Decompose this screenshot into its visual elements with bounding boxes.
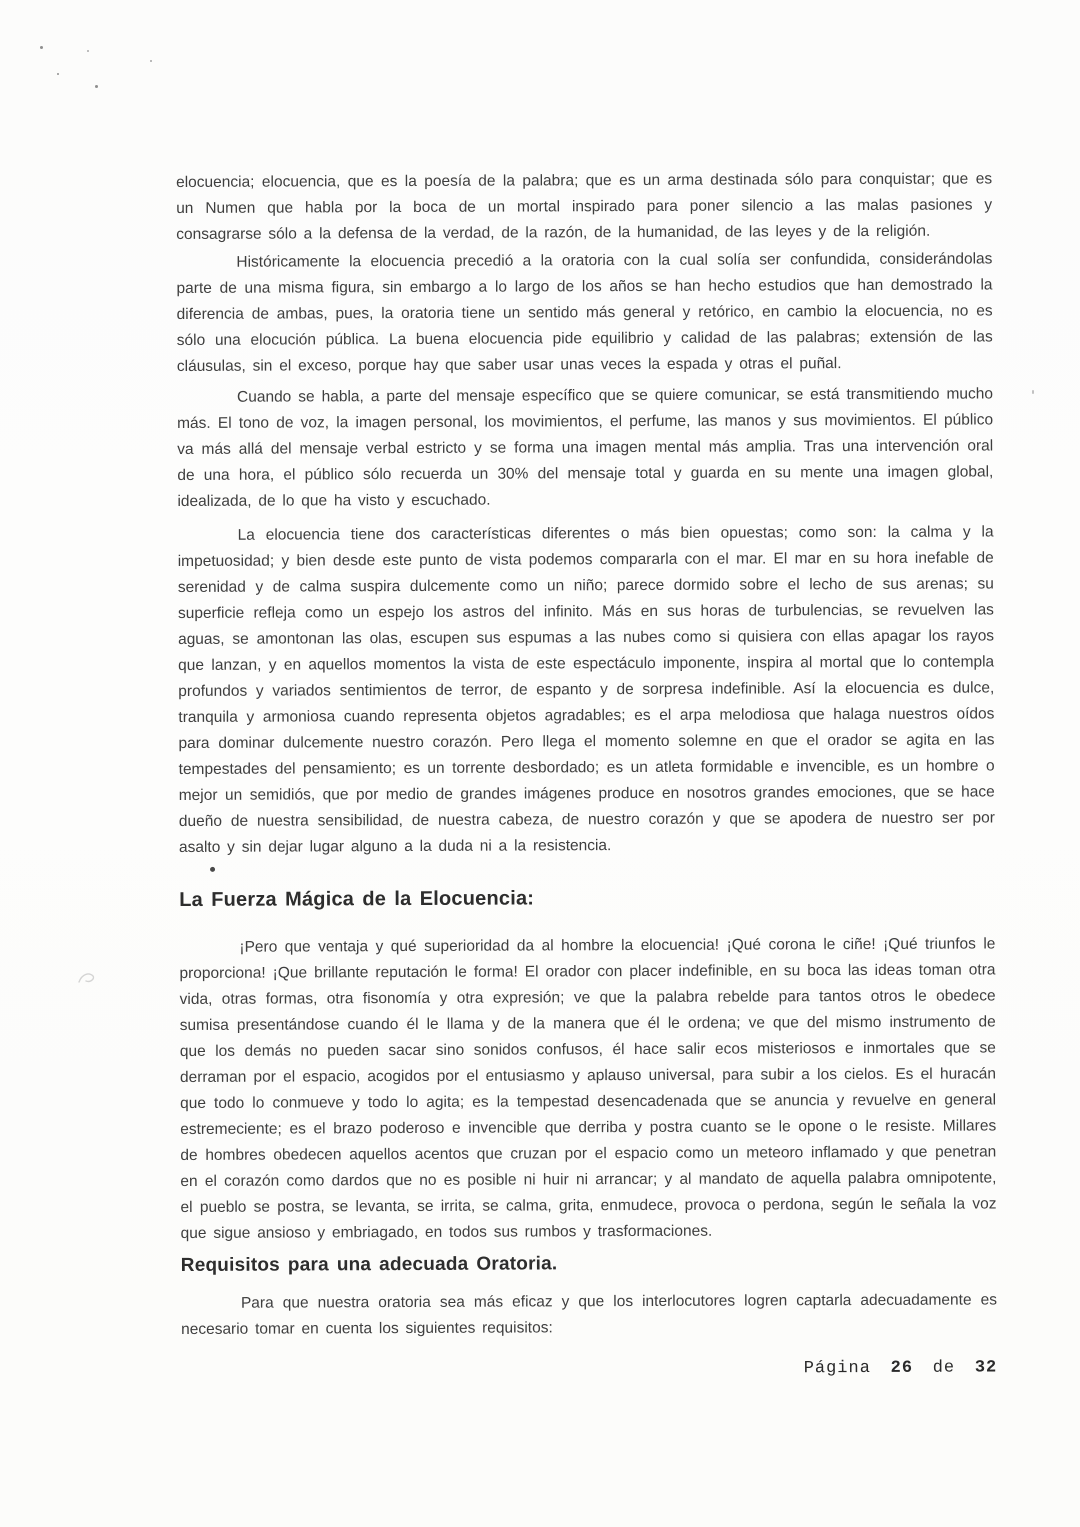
scan-speckle <box>150 60 152 62</box>
paragraph-mensaje-comunicacion: Cuando se habla, a parte del mensaje específico que se quiere comunicar, se está transmitiendo mucho más. El tono de voz, la imagen personal, los movimientos, el perfume, las manos y sus movimientos. El público va más allá del mensaje verbal estricto y se forma una imagen mental más amplia. Tras una intervención oral de una hora, el público sólo recuerda un 30% del mensaje total y guarda en su mente una imagen global, idealizada, de lo que ha visto y escuchado. <box>177 385 994 510</box>
paragraph-fuerza-magica: ¡Pero que ventaja y qué superioridad da al hombre la elocuencia! ¡Qué corona le ciñe! ¡Qué triunfos le proporciona! ¡Que brillante reputación le forma! El orador con placer indefinible, en su boca las ideas toman otra vida, otras formas, otra fisonomía y otra expresión; ve que la palabra rebelde para tantos otros le obedece sumisa presentándose cuando él le llama y de la manera que él le ordena; ve que del mismo instrumento de que los demás no pueden sacar sino sonidos confusos, él hace salir ecos misteriosos e inmortales que se derraman por el espacio, acogidos por el entusiasmo y aplauso universal, para subir a los cielos. Es el huracán que todo lo conmueve y todo lo agita; es la tempestad desencadenada que se anuncia y revuelve en general estremeciente; es el brazo poderoso e invencible que derriba y postra cuanto se le opone o le resiste. Millares de hombres obedecen aquellos acentos que cruzan por el espacio como un meteoro inflamado y que penetran en el corazón como dardos que no es posible ni huir ni arrancar; y al mandato de aquella palabra omnipotente, el pueblo se postra, se levanta, se irrita, se calma, grita, enmudece, provoca o perdona, según le señala la voz que sigue ansioso y embriagado, en todos sus rumbos y trasformaciones. <box>179 935 997 1242</box>
scan-speckle <box>87 50 89 52</box>
paragraph-eloquence-definition: elocuencia; elocuencia, que es la poesía de la palabra; que es un arma destinada sólo para conquistar; que es un Numen que habla por la boca de un mortal inspirado para poner silencio a las malas pasiones y consagrarse sólo a la defensa de la verdad, de la razón, de la humanidad, de las leyes y de la religión. <box>176 170 993 243</box>
document-content <box>176 166 997 1385</box>
heading-fuerza-magica: La Fuerza Mágica de la Elocuencia: <box>179 887 535 911</box>
ink-dot-artifact <box>210 867 215 872</box>
scan-squiggle-mark <box>76 968 98 988</box>
scan-speckle <box>1032 390 1034 394</box>
paragraph-caracteristicas-mar: La elocuencia tiene dos características diferentes o más bien opuestas; como son: la calma y la impetuosidad; y bien desde este punto de vista podemos compararla con el mar. El mar en su hora inefable de serenidad y de calma suspira dulcemente como un niño; parece dormido sobre el lecho de sus arenas; su superficie refleja como un espejo los astros del infinito. Más en sus horas de turbulencias, se revuelven las aguas, se amontonan las olas, escupen sus espumas a las nubes como si quisiera con ellas apagar los rayos que lanzan, y en aquellos momentos la vista de este espectáculo imponente, inspira al mortal que lo contempla profundos y variados sentimientos de terror, de espanto y de sorpresa indefinible. Así la elocuencia es dulce, tranquila y armoniosa cuando representa objetos agradables; es el arpa melodiosa que halaga nuestros oídos para dominar dulcemente nuestro corazón. Pero llega el momento solemne en que el orador se agita en las tempestades del pensamiento; es un torrente desbordado; es un atleta formidable e invencible, es un hombre o mejor un semidiós, que por medio de grandes imágenes produce en nosotros grandes emociones, que se hace dueño de nuestra sensibilidad, de nuestra cabeza, de nuestro corazón y que se apodera de nuestro ser por asalto y sin dejar lugar alguno a la duda ni a la resistencia. <box>177 523 995 856</box>
page-number-footer <box>181 1355 997 1385</box>
paragraph-requisitos-intro: Para que nuestra oratoria sea más eficaz y que los interlocutores logren captarla adecuadamente es necesario tomar en cuenta los siguientes requisitos: <box>181 1291 997 1338</box>
page-label: Página <box>803 1358 871 1379</box>
scan-speckle <box>40 46 43 49</box>
current-page-number: 26 <box>890 1358 914 1378</box>
scan-speckle <box>95 85 98 88</box>
paragraph-historia-elocuencia: Históricamente la elocuencia precedió a la oratoria con la cual solía ser confundida, considerándolas parte de una misma figura, sin embargo a lo largo de los años se han hecho estudios que han demostrado la diferencia de ambas, pues, la oratoria tiene un sentido más general y retórico, en cambio la elocuencia, no es sólo una elocución pública. La buena elocuencia pide equilibrio y calidad de las palabras; extensión de las cláusulas, sin el exceso, porque hay que saber usar unas veces la espada y otras el puñal. <box>176 250 993 375</box>
scan-speckle <box>57 73 59 75</box>
page-separator: de <box>932 1358 956 1378</box>
total-pages-number: 32 <box>974 1358 998 1378</box>
heading-requisitos: Requisitos para una adecuada Oratoria. <box>180 1253 558 1276</box>
